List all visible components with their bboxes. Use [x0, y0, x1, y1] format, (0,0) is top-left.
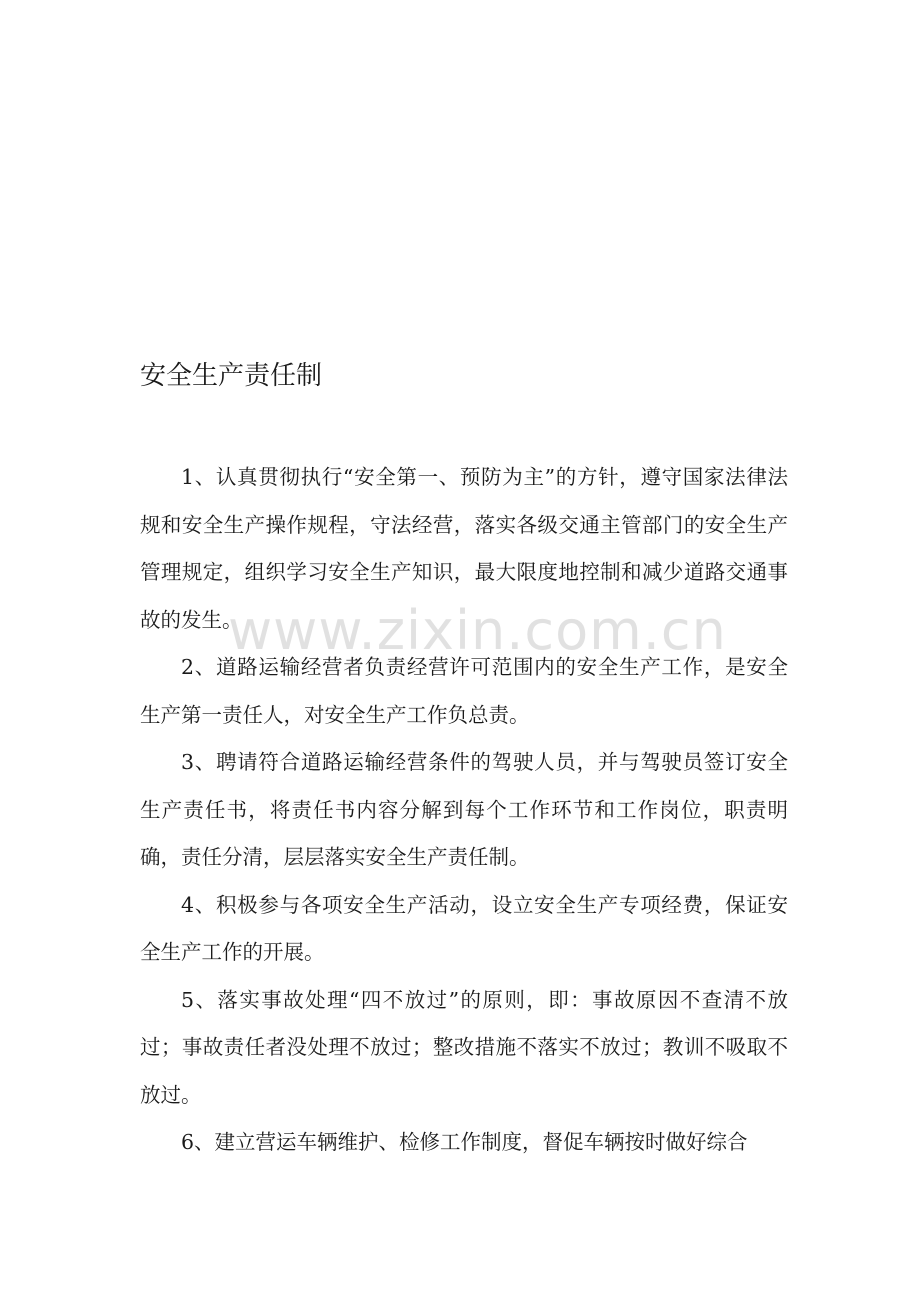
- paragraph-6: 6、建立营运车辆维护、检修工作制度，督促车辆按时做好综合: [181, 1130, 748, 1154]
- paragraph-5: 5、落实事故处理“四不放过”的原则，即：事故原因不查清不放过；事故责任者没处理不放过；整改措施不落实不放过；教训不吸取不放过。: [140, 987, 788, 1107]
- document-title: 安全生产责任制: [140, 361, 323, 391]
- paragraph-4: 4、积极参与各项安全生产活动，设立安全生产专项经费，保证安全生产工作的开展。: [140, 892, 788, 964]
- watermark-text: www.zixin.com.cn: [228, 599, 727, 662]
- paragraph-3: 3、聘请符合道路运输经营条件的驾驶人员，并与驾驶员签订安全生产责任书，将责任书内容分解到每个工作环节和工作岗位，职责明确，责任分清，层层落实安全生产责任制。: [140, 750, 788, 869]
- paragraph-1: 1、认真贯彻执行“安全第一、预防为主”的方针，遵守国家法律法规和安全生产操作规程，守法经营，落实各级交通主管部门的安全生产管理规定，组织学习安全生产知识，最大限度地控制和减少道路交通事故的发生。: [140, 465, 788, 632]
- document-body: [140, 454, 788, 1167]
- paragraph-2: 2、道路运输经营者负责经营许可范围内的安全生产工作，是安全生产第一责任人，对安全生产工作负总责。: [140, 655, 788, 727]
